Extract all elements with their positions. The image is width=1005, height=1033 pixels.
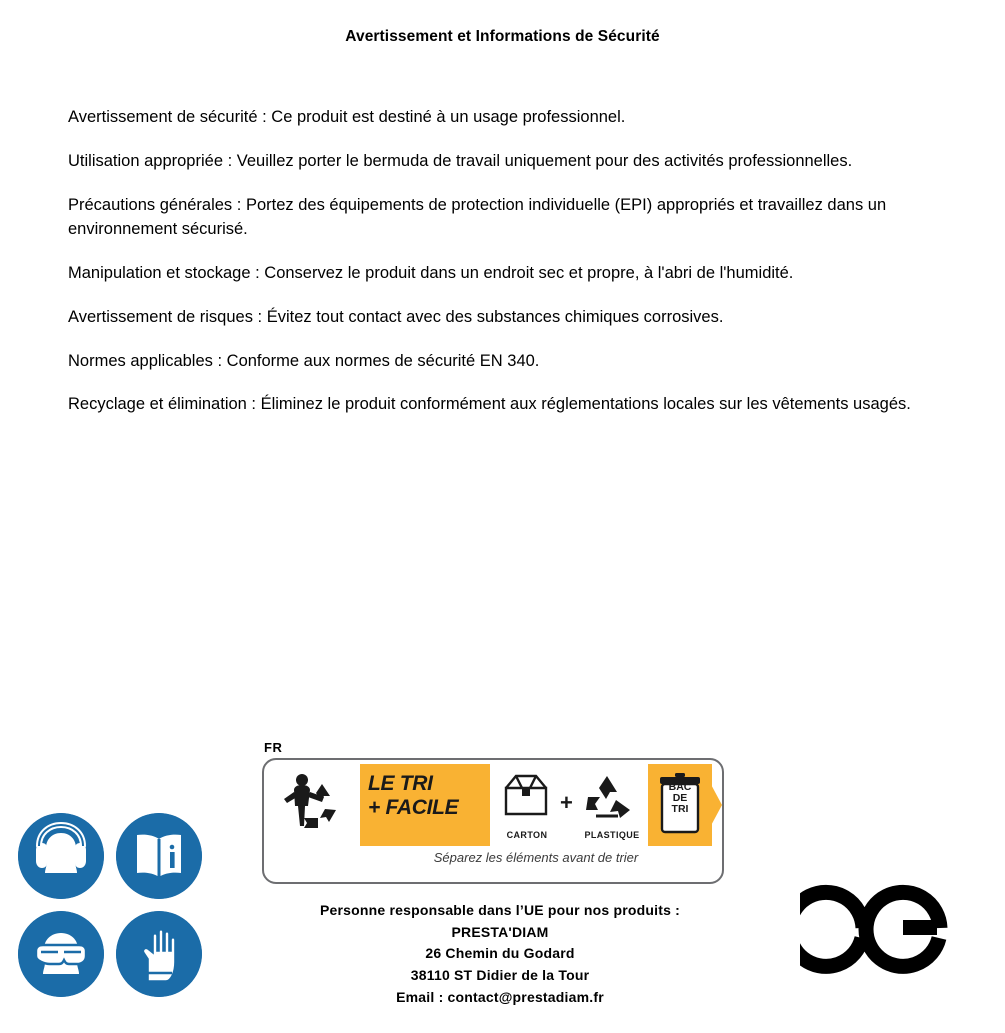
read-instructions-icon	[116, 813, 202, 899]
responsible-email: Email : contact@prestadiam.fr	[396, 988, 604, 1005]
region-label: FR	[264, 740, 283, 755]
paragraph-proper-use: Utilisation appropriée : Veuillez porter le bermuda de travail uniquement pour des activités professionnelles.	[68, 151, 853, 170]
banner-footnote: Séparez les éléments avant de trier	[433, 850, 639, 865]
paragraph-applicable-standards: Normes applicables : Conforme aux normes de sécurité EN 340.	[68, 351, 540, 370]
responsible-person-block	[210, 900, 790, 1008]
responsible-company: PRESTA'DIAM	[451, 923, 549, 940]
responsible-city: 38110 ST Didier de la Tour	[410, 967, 590, 984]
paragraph-handling-storage: Manipulation et stockage : Conservez le produit dans un endroit sec et propre, à l'abri de l'humidité.	[68, 263, 794, 282]
carton-label: CARTON	[506, 830, 548, 840]
page-title: Avertissement et Informations de Sécurité	[345, 28, 660, 45]
carton-box-icon	[498, 770, 554, 822]
bin-label	[652, 782, 708, 815]
safety-information-text	[68, 106, 928, 437]
responsible-line-1: Personne responsable dans l’UE pour nos produits :	[319, 902, 681, 918]
headline-line-2: + FACILE	[368, 795, 459, 819]
headline-line-1: LE TRI	[368, 772, 433, 795]
paragraph-risk-warning: Avertissement de risques : Évitez tout contact avec des substances chimiques corrosives.	[68, 307, 724, 326]
bin-line-1: BAC	[668, 781, 692, 793]
bin-line-2: DE	[672, 792, 688, 805]
banner-box	[262, 758, 724, 884]
bin-line-3: TRI	[671, 803, 689, 816]
ear-protection-icon	[18, 813, 104, 899]
recycling-banner	[262, 740, 722, 880]
paragraph-safety-warning: Avertissement de sécurité : Ce produit est destiné à un usage professionnel.	[68, 108, 626, 126]
paragraph-general-precautions: Précautions générales : Portez des équipements de protection individuelle (EPI) appropriés et travaillez dans un environnement sécurisé.	[68, 195, 887, 238]
sorting-graphic	[360, 764, 712, 846]
eye-protection-icon	[18, 911, 104, 997]
plastic-label: PLASTIQUE	[584, 830, 640, 840]
ce-marking	[800, 873, 950, 983]
headline-text	[368, 772, 488, 819]
pictogram-grid	[18, 813, 218, 1013]
responsible-street: 26 Chemin du Godard	[425, 945, 575, 962]
triman-icon	[272, 766, 356, 844]
plastic-recycle-icon	[578, 770, 636, 822]
paragraph-recycling-disposal: Recyclage et élimination : Éliminez le produit conformément aux réglementations locales sur les vêtements usagés.	[68, 395, 911, 414]
plus-separator: +	[560, 790, 573, 815]
hand-protection-icon	[116, 911, 202, 997]
